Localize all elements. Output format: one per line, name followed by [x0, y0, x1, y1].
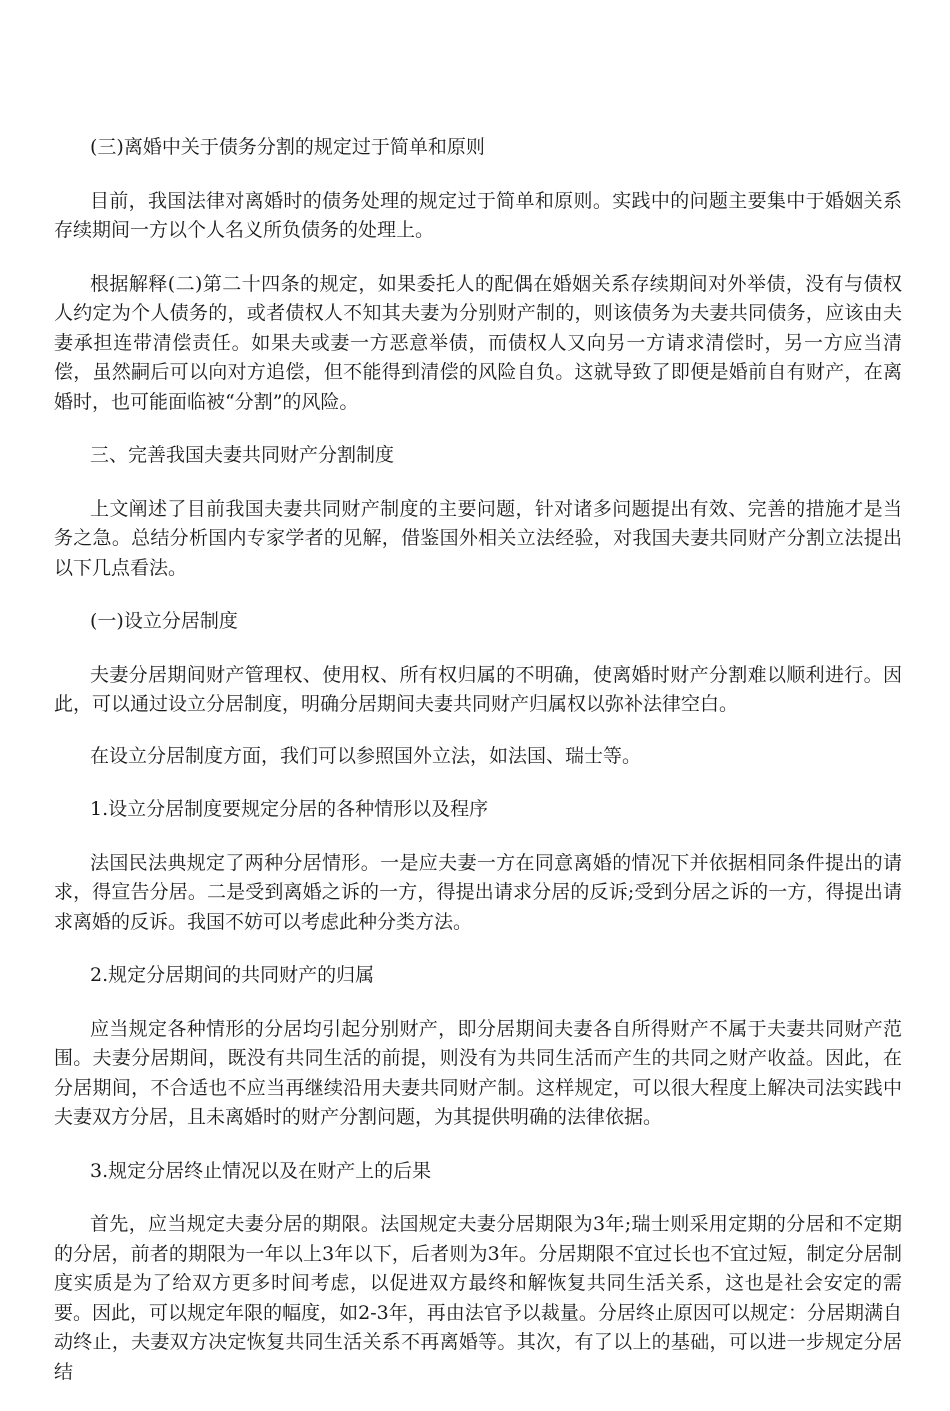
body-paragraph: 在设立分居制度方面，我们可以参照国外立法，如法国、瑞士等。 [90, 744, 642, 767]
body-paragraph: 首先，应当规定夫妻分居的期限。法国规定夫妻分居期限为3年;瑞士则采用定期的分居和不定期的分居，前者的期限为一年以上3年以下，后者则为3年。分居期限不宜过长也不宜过短，制定分居制度实质是为了给双方更多时间考虑，以促进双方最终和解恢复共同生活关系，这也是社会安定的需要。因此，可以规定年限的幅度，如2-3年，再由法官予以裁量。分居终止原因可以规定：分居期满自动终止，夫妻双方决定恢复共同生活关系不再离婚等。其次，有了以上的基础，可以进一步规定分居结 [54, 1213, 902, 1383]
body-paragraph: 目前，我国法律对离婚时的债务处理的规定过于简单和原则。实践中的问题主要集中于婚姻关系存续期间一方以个人名义所负债务的处理上。 [54, 189, 902, 241]
body-paragraph: 应当规定各种情形的分居均引起分别财产，即分居期间夫妻各自所得财产不属于夫妻共同财产范围。夫妻分居期间，既没有共同生活的前提，则没有为共同生活而产生的共同之财产收益。因此，在分居期间，不合适也不应当再继续沿用夫妻共同财产制。这样规定，可以很大程度上解决司法实践中夫妻双方分居，且未离婚时的财产分割问题，为其提供明确的法律依据。 [54, 1017, 902, 1128]
section-heading: (三)离婚中关于债务分割的规定过于简单和原则 [90, 136, 485, 158]
section-heading: 3.规定分居终止情况以及在财产上的后果 [90, 1159, 432, 1182]
body-paragraph: 上文阐述了目前我国夫妻共同财产制度的主要问题，针对诸多问题提出有效、完善的措施才是当务之急。总结分析国内专家学者的见解，借鉴国外相关立法经验，对我国夫妻共同财产分割立法提出以下几点看法。 [54, 497, 902, 579]
section-heading: 1.设立分居制度要规定分居的各种情形以及程序 [90, 798, 489, 820]
document-page [54, 133, 902, 1411]
body-paragraph: 根据解释(二)第二十四条的规定，如果委托人的配偶在婚姻关系存续期间对外举债，没有与债权人约定为个人债务的，或者债权人不知其夫妻为分别财产制的，则该债务为夫妻共同债务，应该由夫妻承担连带清偿责任。如果夫或妻一方恶意举债，而债权人又向另一方请求清偿时，另一方应当清偿，虽然嗣后可以向对方追偿，但不能得到清偿的风险自负。这就导致了即便是婚前自有财产，在离婚时，也可能面临被“分割”的风险。 [54, 272, 902, 413]
body-paragraph: 夫妻分居期间财产管理权、使用权、所有权归属的不明确，使离婚时财产分割难以顺利进行。因此，可以通过设立分居制度，明确分居期间夫妻共同财产归属权以弥补法律空白。 [54, 663, 902, 715]
section-heading: (一)设立分居制度 [90, 610, 238, 632]
section-heading: 2.规定分居期间的共同财产的归属 [90, 964, 375, 986]
body-paragraph: 法国民法典规定了两种分居情形。一是应夫妻一方在同意离婚的情况下并依据相同条件提出的请求，得宣告分居。二是受到离婚之诉的一方，得提出请求分居的反诉;受到分居之诉的一方，得提出请求离婚的反诉。我国不妨可以考虑此种分类方法。 [54, 851, 902, 933]
section-heading: 三、完善我国夫妻共同财产分割制度 [90, 444, 395, 466]
